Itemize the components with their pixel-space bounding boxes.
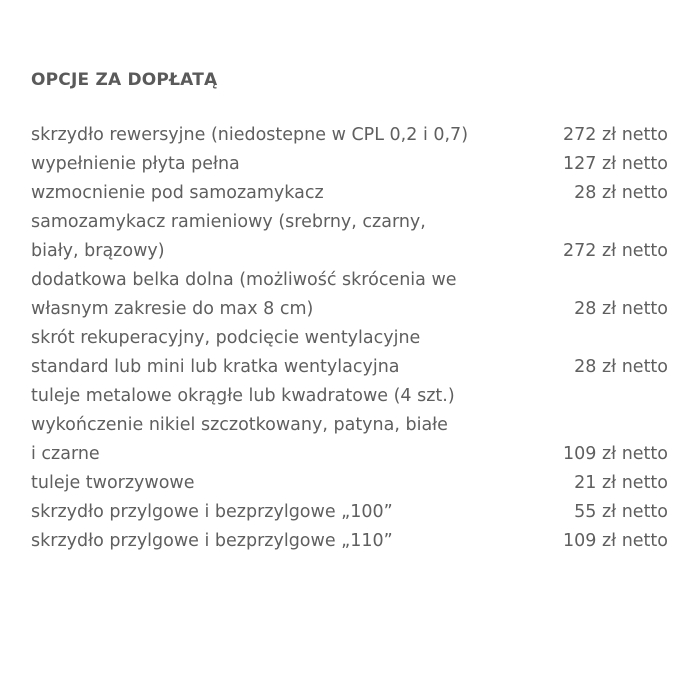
option-description	[31, 469, 562, 498]
option-description-line: samozamykacz ramieniowy (srebrny, czarny,	[31, 212, 426, 232]
option-description	[31, 150, 551, 179]
option-description-line: skrzydło przylgowe i bezprzylgowe „100”	[31, 502, 393, 522]
option-description-line: wypełnienie płyta pełna	[31, 154, 240, 174]
option-price: 28 zł netto	[574, 299, 668, 319]
option-row	[31, 498, 668, 527]
option-price: 272 zł netto	[563, 125, 668, 145]
option-description-line: tuleje metalowe okrągłe lub kwadratowe (4 szt.)	[31, 386, 455, 406]
option-price: 109 zł netto	[563, 531, 668, 551]
option-row	[31, 469, 668, 498]
option-description	[31, 527, 551, 556]
option-description	[31, 266, 562, 324]
option-description-line: skrót rekuperacyjny, podcięcie wentylacyjne	[31, 328, 421, 348]
option-description-line: biały, brązowy)	[31, 241, 165, 261]
option-description-line: i czarne	[31, 444, 100, 464]
option-price: 55 zł netto	[574, 502, 668, 522]
option-description-line: standard lub mini lub kratka wentylacyjna	[31, 357, 400, 377]
option-description-line: skrzydło rewersyjne (niedostepne w CPL 0,2 i 0,7)	[31, 125, 469, 145]
option-description	[31, 179, 562, 208]
option-row	[31, 324, 668, 382]
option-price: 28 zł netto	[574, 183, 668, 203]
option-description	[31, 208, 551, 266]
option-description-line: wzmocnienie pod samozamykacz	[31, 183, 324, 203]
option-description-line: dodatkowa belka dolna (możliwość skrócenia we	[31, 270, 457, 290]
option-description	[31, 324, 562, 382]
option-price: 21 zł netto	[574, 473, 668, 493]
option-row	[31, 208, 668, 266]
option-description	[31, 498, 562, 527]
option-row	[31, 266, 668, 324]
option-description-line: własnym zakresie do max 8 cm)	[31, 299, 314, 319]
option-row	[31, 150, 668, 179]
option-price: 127 zł netto	[563, 154, 668, 174]
option-row	[31, 382, 668, 469]
option-description	[31, 121, 551, 150]
option-price: 109 zł netto	[563, 444, 668, 464]
option-description	[31, 382, 551, 469]
options-list	[31, 121, 668, 556]
option-price: 272 zł netto	[563, 241, 668, 261]
option-description-line: skrzydło przylgowe i bezprzylgowe „110”	[31, 531, 393, 551]
option-price: 28 zł netto	[574, 357, 668, 377]
option-description-line: tuleje tworzywowe	[31, 473, 195, 493]
option-description-line: wykończenie nikiel szczotkowany, patyna, białe	[31, 415, 448, 435]
option-row	[31, 179, 668, 208]
option-row	[31, 121, 668, 150]
section-title: OPCJE ZA DOPŁATĄ	[31, 70, 218, 90]
option-row	[31, 527, 668, 556]
